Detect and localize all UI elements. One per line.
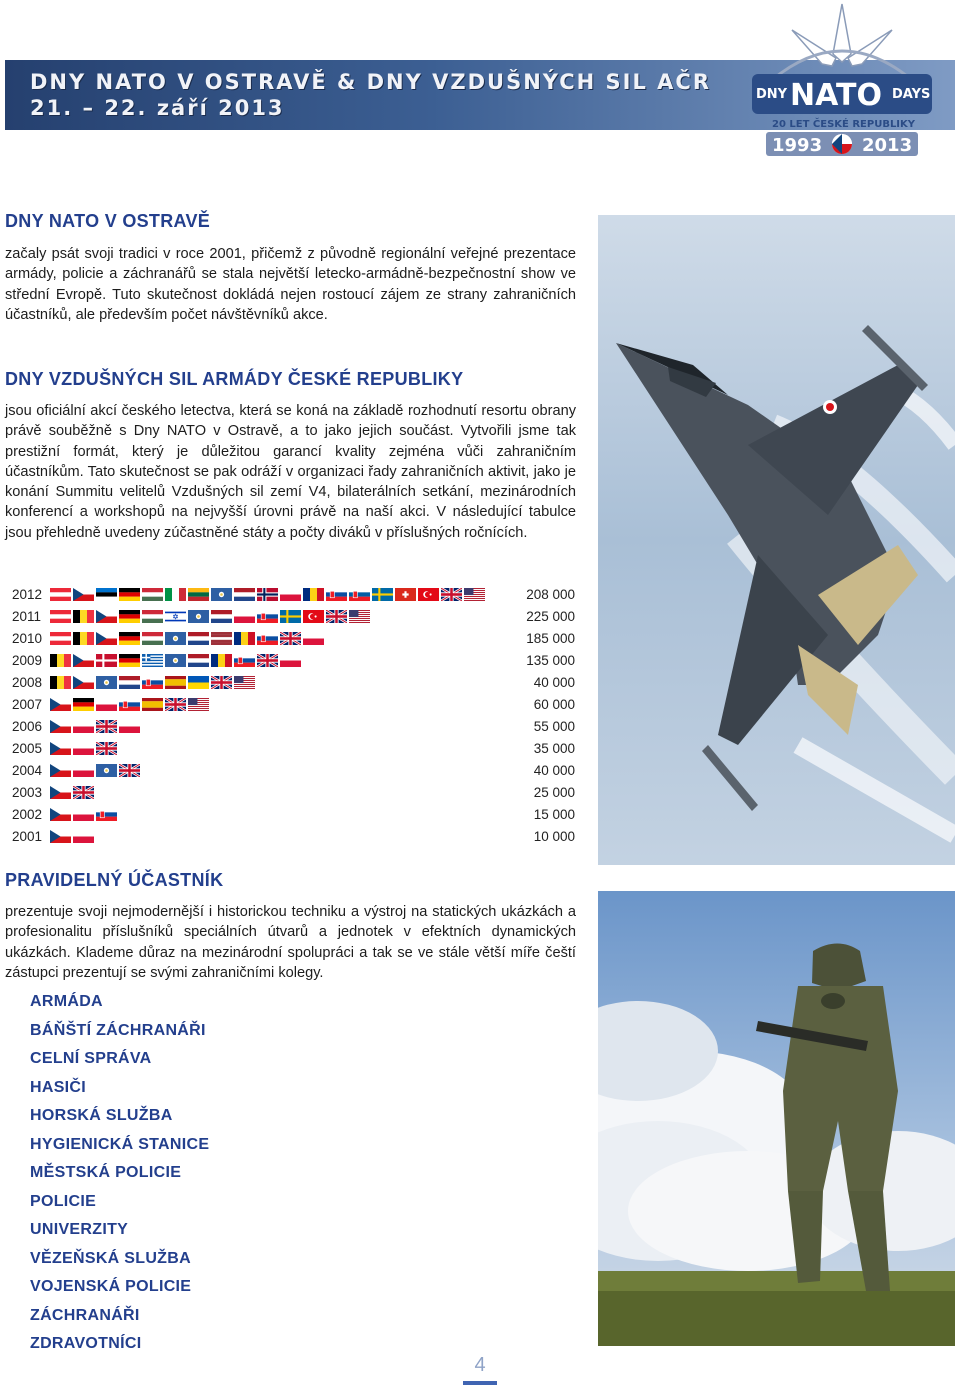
country-flag-icon [96,654,117,667]
list-item: VĚZEŇSKÁ SLUŽBA [30,1249,191,1267]
list-item: MĚSTSKÁ POLICIE [30,1164,182,1181]
country-flag-icon [211,610,232,623]
country-flag-icon [50,698,71,711]
country-flag-icon [165,610,186,623]
country-flag-icon [73,786,94,799]
list-item: POLICIE [30,1192,97,1210]
country-flag-icon [280,588,301,601]
svg-text:DNY: DNY [756,87,788,102]
country-flag-icon [257,610,278,623]
fighter-jet-photo [598,215,955,865]
country-flag-icon [73,808,94,821]
visitor-count-cell: 208 000 [526,586,575,602]
country-flag-icon [188,588,209,601]
list-item: BÁŇŠTÍ ZÁCHRANÁŘI [30,1021,206,1039]
year-cell: 2008 [12,674,43,690]
country-flag-icon [211,654,232,667]
country-flag-icon [50,830,71,843]
country-flag-icon [50,654,71,667]
table-row [12,605,575,627]
list-item: HASIČI [30,1078,87,1096]
year-cell: 2006 [12,718,43,734]
table-row [12,583,575,605]
flags-cell [50,742,117,755]
participation-table [12,583,575,847]
country-flag-icon [96,632,117,645]
country-flag-icon [188,632,209,645]
table-row [12,825,575,847]
country-flag-icon [188,610,209,623]
country-flag-icon [234,588,255,601]
paragraph-air-force-days: jsou oficiální akcí českého letectva, která se koná na základě rozhodnutí resortu obrany právě souběžně s Dny NATO v Ostravě, a to jako jejich součást. Vytvořili jsme tak prestižní formát, který je důležitou garancí kvality zejména vůči zahraničním účastníkům. Tato skutečnost se pak odráží v organizaci řady zahraničních aktivit, jako je konání Summitu velitelů Vzdušných sil zemí V4, bilaterálních setkání, mezinárodních konferencí a workshopů na nejvyšší úrovni právě na naší akci. V následující tabulce jsou přehledně uvedeny zúčastněné státy a počty diváků v příslušných ročnících. [5,403,576,541]
country-flag-icon [73,764,94,777]
country-flag-icon [50,764,71,777]
visitor-count-cell: 225 000 [526,608,575,624]
country-flag-icon [50,588,71,601]
country-flag-icon [326,588,347,601]
country-flag-icon [349,610,370,623]
banner-title: DNY NATO V OSTRAVĚ & DNY VZDUŠNÝCH SIL AČR [30,70,712,94]
country-flag-icon [96,588,117,601]
visitor-count-cell: 40 000 [533,762,575,778]
heading-nato-days: DNY NATO V OSTRAVĚ [5,211,211,231]
table-row [12,781,575,803]
country-flag-icon [73,610,94,623]
table-row [12,627,575,649]
country-flag-icon [50,610,71,623]
nato-days-logo [752,2,932,160]
visitor-count-cell: 185 000 [526,630,575,646]
country-flag-icon [73,830,94,843]
year-cell: 2009 [12,652,43,668]
country-flag-icon [96,676,117,689]
country-flag-icon [73,588,94,601]
list-item: HORSKÁ SLUŽBA [30,1107,173,1124]
visitor-count-cell: 25 000 [533,784,575,800]
country-flag-icon [257,588,278,601]
country-flag-icon [234,654,255,667]
participant-list [30,988,209,1359]
table-row [12,803,575,825]
flags-cell [50,830,94,843]
country-flag-icon [73,742,94,755]
country-flag-icon [73,720,94,733]
country-flag-icon [119,720,140,733]
country-flag-icon [96,720,117,733]
svg-text:NATO: NATO [790,78,882,113]
country-flag-icon [441,588,462,601]
table-row [12,693,575,715]
svg-text:2013: 2013 [862,135,913,156]
year-cell: 2002 [12,806,43,822]
country-flag-icon [142,698,163,711]
list-item: VOJENSKÁ POLICIE [30,1278,192,1295]
country-flag-icon [165,588,186,601]
paragraph-regular-participant: prezentuje svoji nejmodernější i historickou techniku a výstroj na statických ukázkách a profesionalitu příslušníků speciálních útvarů a jednotek v efektních dynamických ukázkách. Klademe důraz na mezinárodní spolupráci a tak se ve stále větší míře čeští zástupci prezentují se svými zahraničními kolegy. [5,904,576,981]
flags-cell [50,588,485,601]
heading-air-force-days: DNY VZDUŠNÝCH SIL ARMÁDY ČESKÉ REPUBLIKY [5,369,464,389]
country-flag-icon [50,808,71,821]
table-row [12,649,575,671]
visitor-count-cell: 35 000 [533,740,575,756]
year-cell: 2010 [12,630,43,646]
country-flag-icon [372,588,393,601]
page-number: 4 [474,1354,486,1376]
country-flag-icon [50,720,71,733]
country-flag-icon [257,632,278,645]
country-flag-icon [96,610,117,623]
country-flag-icon [73,676,94,689]
visitor-count-cell: 40 000 [533,674,575,690]
year-cell: 2007 [12,696,43,712]
list-item: UNIVERZITY [30,1221,129,1238]
country-flag-icon [188,654,209,667]
country-flag-icon [50,742,71,755]
country-flag-icon [280,610,301,623]
country-flag-icon [234,610,255,623]
year-cell: 2003 [12,784,43,800]
country-flag-icon [257,654,278,667]
country-flag-icon [188,676,209,689]
country-flag-icon [464,588,485,601]
svg-text:DAYS: DAYS [892,87,931,102]
flags-cell [50,764,140,777]
country-flag-icon [119,588,140,601]
country-flag-icon [395,588,416,601]
country-flag-icon [165,654,186,667]
country-flag-icon [165,698,186,711]
country-flag-icon [73,698,94,711]
year-cell: 2004 [12,762,43,778]
country-flag-icon [73,632,94,645]
table-row [12,715,575,737]
page-number-underline [463,1381,497,1385]
flags-cell [50,720,140,733]
year-cell: 2001 [12,828,43,844]
country-flag-icon [211,676,232,689]
country-flag-icon [119,610,140,623]
country-flag-icon [165,632,186,645]
year-cell: 2012 [12,586,43,602]
flags-cell [50,808,117,821]
country-flag-icon [119,764,140,777]
country-flag-icon [119,676,140,689]
flags-cell [50,698,209,711]
country-flag-icon [50,676,71,689]
country-flag-icon [188,698,209,711]
visitor-count-cell: 10 000 [533,828,575,844]
country-flag-icon [73,654,94,667]
country-flag-icon [280,632,301,645]
list-item: ARMÁDA [30,993,103,1010]
svg-text:1993: 1993 [772,135,823,156]
flags-cell [50,632,324,645]
visitor-count-cell: 55 000 [533,718,575,734]
country-flag-icon [303,588,324,601]
country-flag-icon [50,786,71,799]
visitor-count-cell: 60 000 [533,696,575,712]
flags-cell [50,654,301,667]
country-flag-icon [234,632,255,645]
country-flag-icon [211,588,232,601]
list-item: ZÁCHRANÁŘI [30,1306,140,1324]
country-flag-icon [303,610,324,623]
country-flag-icon [96,698,117,711]
country-flag-icon [211,632,232,645]
list-item: HYGIENICKÁ STANICE [30,1135,210,1153]
heading-regular-participant: PRAVIDELNÝ ÚČASTNÍK [5,870,224,890]
visitor-count-cell: 135 000 [526,652,575,668]
country-flag-icon [142,676,163,689]
banner-date: 21. – 22. září 2013 [30,96,285,120]
country-flag-icon [119,698,140,711]
country-flag-icon [418,588,439,601]
year-cell: 2005 [12,740,43,756]
country-flag-icon [96,808,117,821]
flags-cell [50,786,94,799]
visitor-count-cell: 15 000 [533,806,575,822]
table-row [12,759,575,781]
country-flag-icon [119,632,140,645]
country-flag-icon [165,676,186,689]
table-row [12,737,575,759]
flags-cell [50,676,255,689]
country-flag-icon [349,588,370,601]
flags-cell [50,610,370,623]
country-flag-icon [119,654,140,667]
soldier-photo [598,891,955,1346]
svg-text:20 LET ČESKÉ REPUBLIKY: 20 LET ČESKÉ REPUBLIKY [772,119,916,130]
country-flag-icon [142,588,163,601]
country-flag-icon [96,764,117,777]
list-item: ZDRAVOTNÍCI [30,1335,142,1352]
country-flag-icon [303,632,324,645]
country-flag-icon [234,676,255,689]
list-item: CELNÍ SPRÁVA [30,1050,152,1067]
country-flag-icon [96,742,117,755]
country-flag-icon [142,632,163,645]
country-flag-icon [326,610,347,623]
country-flag-icon [142,654,163,667]
country-flag-icon [280,654,301,667]
year-cell: 2011 [12,608,42,624]
country-flag-icon [142,610,163,623]
country-flag-icon [50,632,71,645]
paragraph-nato-days: začaly psát svoji tradici v roce 2001, přičemž z původně regionální veřejné prezentace armády, policie a záchranářů se stala největší letecko-armádně-bezpečnostní show ve střední Evropě. Tuto skutečnost dokládá nejen rostoucí zájem ze strany zahraničních účastníků, ale především počet návštěvníků akce. [5,246,576,323]
table-row [12,671,575,693]
